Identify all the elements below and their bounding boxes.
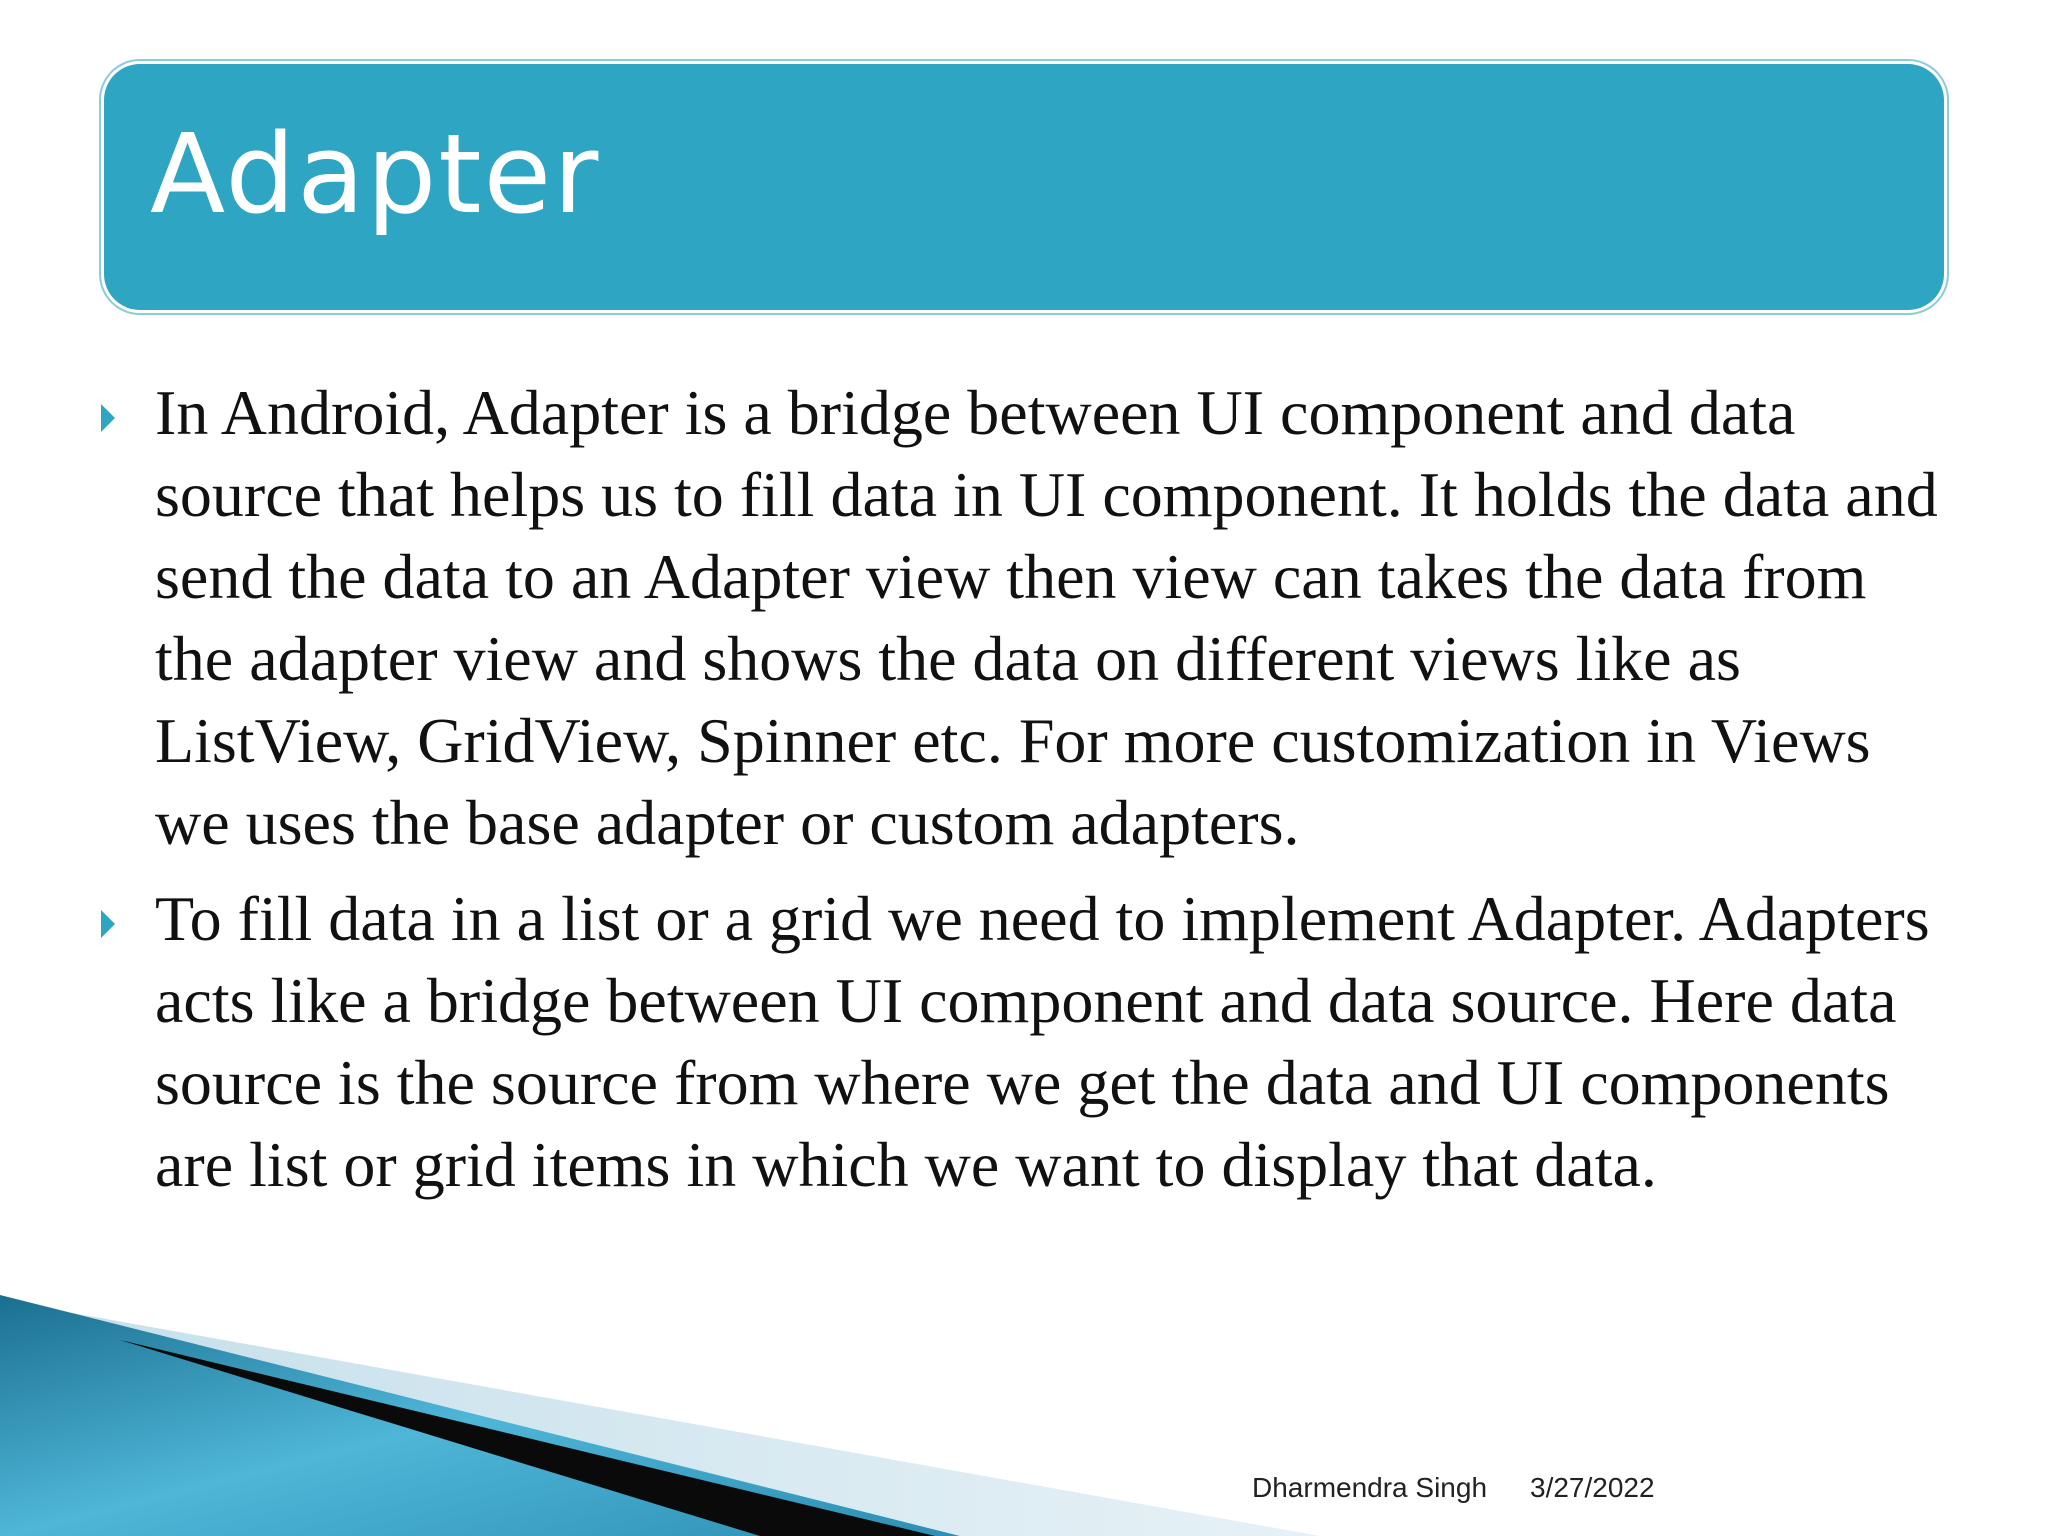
triangle-bullet-icon	[101, 910, 115, 938]
footer-author: Dharmendra Singh	[1252, 1472, 1488, 1503]
slide-title: Adapter	[150, 110, 601, 238]
bullet-text: To fill data in a list or a grid we need to implement Adapter. Adapters acts like a bridge between UI component and data source. Here data source is the source from where we get the data and UI components are list or grid items in which we want to display that data.	[155, 883, 1930, 1200]
triangle-bullet-icon	[101, 404, 115, 432]
footer-date: 3/27/2022	[1530, 1472, 1655, 1503]
bullet-list	[98, 372, 1948, 1220]
bullet-text: In Android, Adapter is a bridge between UI component and data source that helps us to fill data in UI component. It holds the data and send the data to an Adapter view then view can takes the data from the adapter view and shows the data on different views like as ListView, GridView, Spinner etc. For more customization in Views we uses the base adapter or custom adapters.	[155, 377, 1938, 858]
bullet-item	[98, 372, 1948, 864]
bullet-item	[98, 878, 1948, 1206]
